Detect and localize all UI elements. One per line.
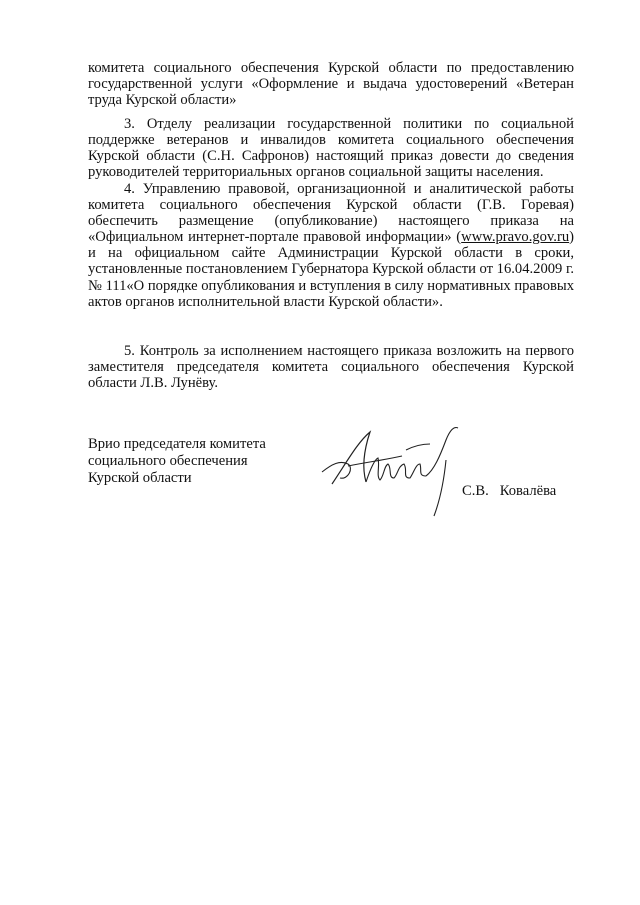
signatory-title-line-3: Курской области — [88, 470, 192, 486]
paragraph-2-continuation: комитета социального обеспечения Курской области по предоставлению государственной услуги «Оформление и выдача удостоверений «Ветеран труда Курской области» — [88, 60, 574, 109]
signatory-title — [88, 436, 328, 487]
pravo-gov-link[interactable]: www.pravo.gov.ru — [461, 229, 570, 246]
paragraph-4-text-end: ) и на официальном сайте Администрации Курской области в сроки, установленные постановлением Губернатора Курской области от 16.04.2009 г. № 111«О порядке опубликования и вступления в силу нормативных правовых актов органов исполнительной власти Курской области». — [88, 229, 574, 310]
paragraph-4 — [88, 181, 574, 310]
paragraph-5: 5. Контроль за исполнением настоящего приказа возложить на первого заместителя председателя комитета социального обеспечения Курской области Л.В. Лунёву. — [88, 343, 574, 392]
signatory-title-line-2: социального обеспечения — [88, 453, 248, 469]
signatory-title-line-1: Врио председателя комитета — [88, 436, 266, 452]
handwritten-signature — [318, 420, 478, 530]
paragraph-3: 3. Отделу реализации государственной политики по социальной поддержке ветеранов и инвалидов комитета социального обеспечения Курской области (С.Н. Сафронов) настоящий приказ довести до сведения руководителей территориальных органов социальной защиты населения. — [88, 116, 574, 181]
signatory-name: С.В. Ковалёва — [462, 483, 557, 499]
paragraph-4-text-start: 4. Управлению правовой, организационной и аналитической работы комитета социального обеспечения Курской области (Г.В. Горевая) обеспечить размещение (опубликование) настоящего приказа на «Официальном интернет-портале правовой информации» ( — [88, 181, 574, 246]
